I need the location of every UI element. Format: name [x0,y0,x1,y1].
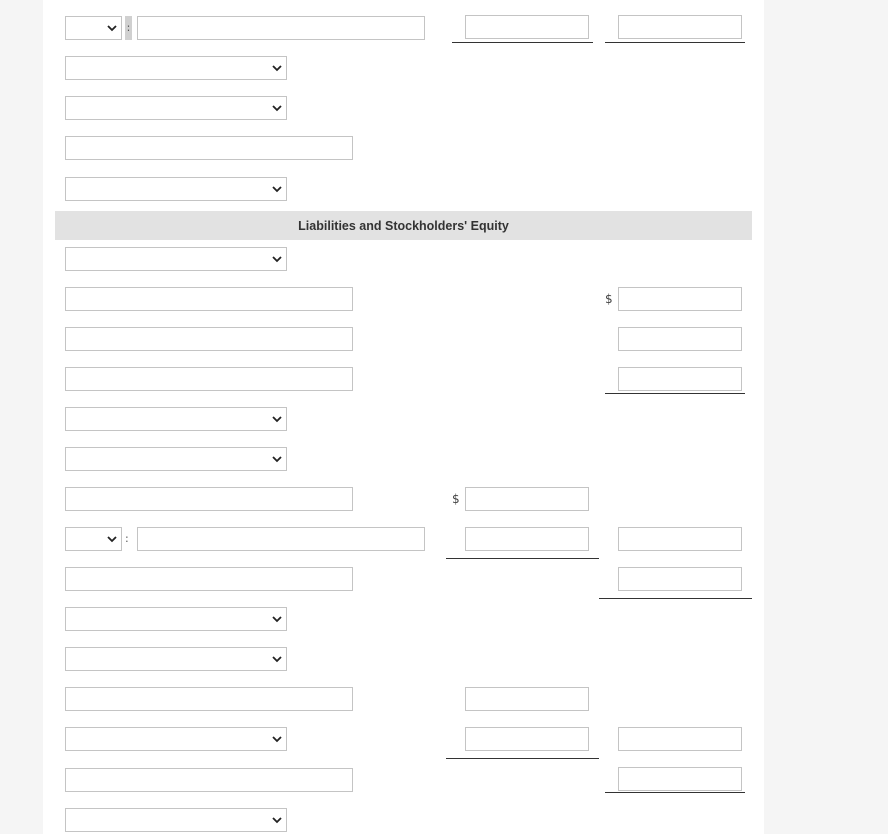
amount-col1-input-12[interactable] [465,487,589,511]
subtotal-underline [605,42,745,43]
subtotal-underline [599,598,752,599]
chevron-down-icon [272,815,282,825]
separator-colon: : [125,532,129,545]
chevron-down-icon [272,254,282,264]
amount-col2-input-1[interactable] [618,15,742,39]
account-name-input-19[interactable] [65,768,353,792]
amount-col1-input-17[interactable] [465,687,589,711]
chevron-down-icon [107,23,117,33]
chevron-down-icon [272,454,282,464]
amount-col1-input-13[interactable] [465,527,589,551]
account-name-input-1[interactable] [137,16,425,40]
account-select-3[interactable] [65,96,287,120]
account-select-20[interactable] [65,808,287,832]
section-header [55,211,752,240]
chevron-down-icon [272,614,282,624]
account-name-input-13[interactable] [137,527,425,551]
amount-col2-input-13[interactable] [618,527,742,551]
subtotal-underline [605,393,745,394]
dollar-sign: $ [452,492,460,506]
chevron-down-icon [272,103,282,113]
account-name-input-9[interactable] [65,367,353,391]
amount-col2-input-14[interactable] [618,567,742,591]
amount-col2-input-7[interactable] [618,287,742,311]
amount-col1-input-1[interactable] [465,15,589,39]
account-select-16[interactable] [65,647,287,671]
subtotal-underline [452,42,593,43]
chevron-down-icon [272,654,282,664]
subtotal-underline [605,792,745,793]
account-select-10[interactable] [65,407,287,431]
account-name-input-17[interactable] [65,687,353,711]
separator-colon: : [125,16,132,40]
account-select-5[interactable] [65,177,287,201]
dollar-sign: $ [605,292,613,306]
chevron-down-icon [272,414,282,424]
account-name-input-7[interactable] [65,287,353,311]
amount-col2-input-8[interactable] [618,327,742,351]
chevron-down-icon [272,184,282,194]
section-header-label: Liabilities and Stockholders' Equity [298,218,509,233]
account-select-18[interactable] [65,727,287,751]
account-name-input-12[interactable] [65,487,353,511]
account-name-input-4[interactable] [65,136,353,160]
account-name-input-14[interactable] [65,567,353,591]
account-type-select-1[interactable] [65,16,122,40]
chevron-down-icon [107,534,117,544]
chevron-down-icon [272,63,282,73]
account-select-6[interactable] [65,247,287,271]
amount-col2-input-9[interactable] [618,367,742,391]
account-select-11[interactable] [65,447,287,471]
amount-col1-input-18[interactable] [465,727,589,751]
amount-col2-input-19[interactable] [618,767,742,791]
account-type-select-13[interactable] [65,527,122,551]
account-select-15[interactable] [65,607,287,631]
subtotal-underline [446,558,599,559]
amount-col2-input-18[interactable] [618,727,742,751]
chevron-down-icon [272,734,282,744]
account-select-2[interactable] [65,56,287,80]
account-name-input-8[interactable] [65,327,353,351]
subtotal-underline [446,758,599,759]
